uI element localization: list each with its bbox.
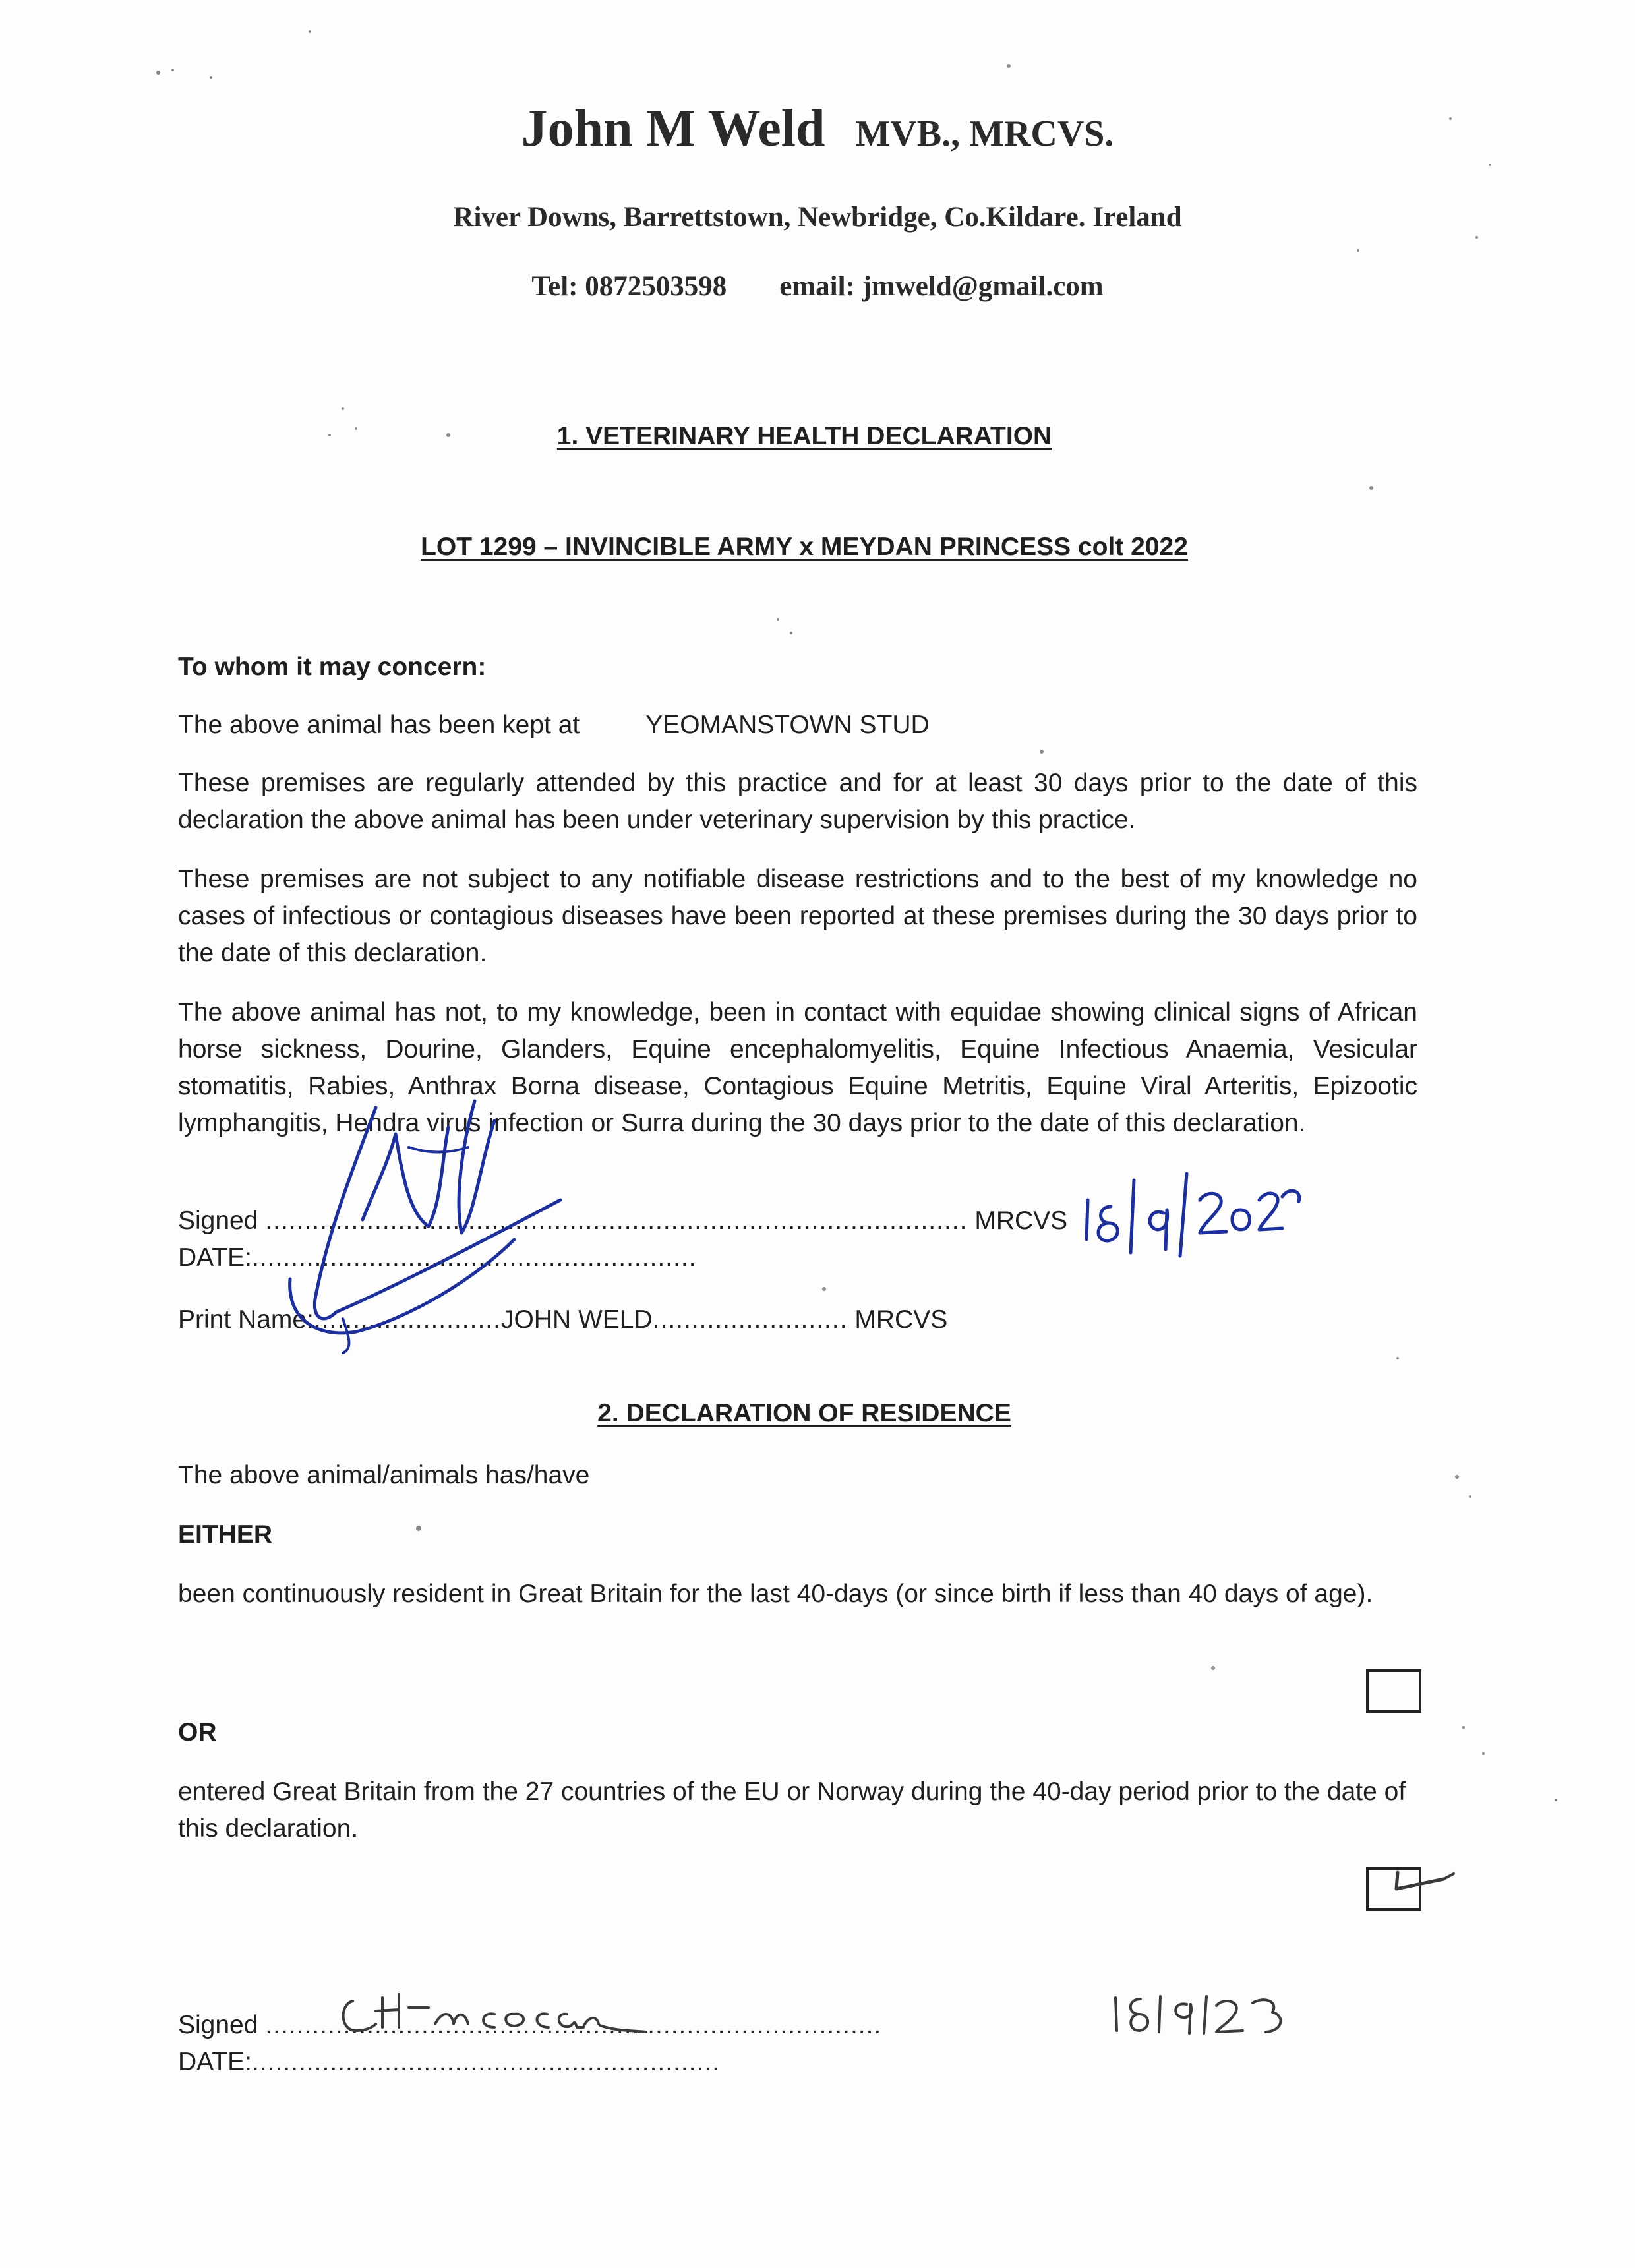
para-no-contact: The above animal has not, to my knowledge, been in contact with equidae showing clinical signs of African horse sickness, Dourine, Glanders, Equine encephalomyelitis, Equine Infectious Anaemia, Vesicular stomatitis, Rabies, Anthrax Borna disease, Contagious Equine Metritis, Equine Viral Arteritis, Epizootic lymphangitis, Hendra virus infection or Surra during the 30 days prior to the date of this declaration. [178, 998, 1417, 1137]
residence-option1: been continuously resident in Great Britain for the last 40-days (or since birth if less than 40 days of age). [178, 1580, 1373, 1608]
print-name-value: JOHN WELD [500, 1305, 653, 1334]
section2-signature [336, 1984, 705, 2044]
section1-heading: 1. VETERINARY HEALTH DECLARATION [556, 422, 1052, 450]
print-name-line: Print Name:........................JOHN WELD......................... MRCVS [178, 1305, 948, 1334]
print-name-suffix: MRCVS [854, 1305, 948, 1334]
kept-at-line [178, 707, 1417, 744]
residence-option2: entered Great Britain from the 27 countries of the EU or Norway during the 40-day period prior to the date of this declaration. [178, 1777, 1406, 1843]
letterhead-contact [0, 270, 1635, 303]
kept-at-value: YEOMANSTOWN STUD [645, 711, 930, 739]
lot-heading: LOT 1299 – INVINCIBLE ARMY x MEYDAN PRINCESS colt 2022 [421, 533, 1188, 561]
letterhead-name-line [0, 99, 1635, 159]
option2-check-mark [1371, 1859, 1457, 1912]
either-label: EITHER [178, 1520, 273, 1549]
residence-intro: The above animal/animals has/have [178, 1461, 590, 1489]
print-name-label: Print Name: [178, 1305, 314, 1334]
signed-label: Signed [178, 1207, 258, 1235]
section1-handwritten-date [1068, 1160, 1305, 1259]
date-label: DATE: [178, 1243, 252, 1272]
section2-handwritten-date [1108, 1991, 1319, 2044]
section2-signed-label: Signed [178, 2011, 258, 2039]
section1-signed-line: Signed .......................................................................................... MRCVSDATE:......................................................... [178, 1207, 1068, 1272]
kept-at-label: The above animal has been kept at [178, 711, 580, 739]
section2-signed-line: Signed ...............................................................................DATE:............................................................ [178, 2011, 882, 2076]
or-label: OR [178, 1718, 217, 1746]
letterhead-tel: Tel: 0872503598 [531, 271, 727, 302]
para-no-restrictions: These premises are not subject to any notifiable disease restrictions and to the best of my knowledge no cases of infectious or contagious diseases have been reported at these premises during the 30 days prior to the date of this declaration. [178, 865, 1417, 967]
letterhead-email: email: jmweld@gmail.com [779, 271, 1104, 302]
letterhead-address: River Downs, Barrettstown, Newbridge, Co.Kildare. Ireland [453, 202, 1182, 233]
signed-suffix: MRCVS [974, 1207, 1068, 1235]
option1-checkbox[interactable] [1366, 1669, 1421, 1713]
salutation: To whom it may concern: [178, 653, 487, 681]
section2-date-label: DATE: [178, 2048, 252, 2076]
section2-heading: 2. DECLARATION OF RESIDENCE [597, 1399, 1011, 1427]
practitioner-qualifications: MVB., MRCVS. [855, 113, 1114, 154]
para-supervision: These premises are regularly attended by this practice and for at least 30 days prior to the date of this declaration the above animal has been under veterinary supervision by this practice. [178, 769, 1417, 834]
practitioner-name: John M Weld [521, 100, 825, 158]
vet-signature [277, 1081, 580, 1358]
